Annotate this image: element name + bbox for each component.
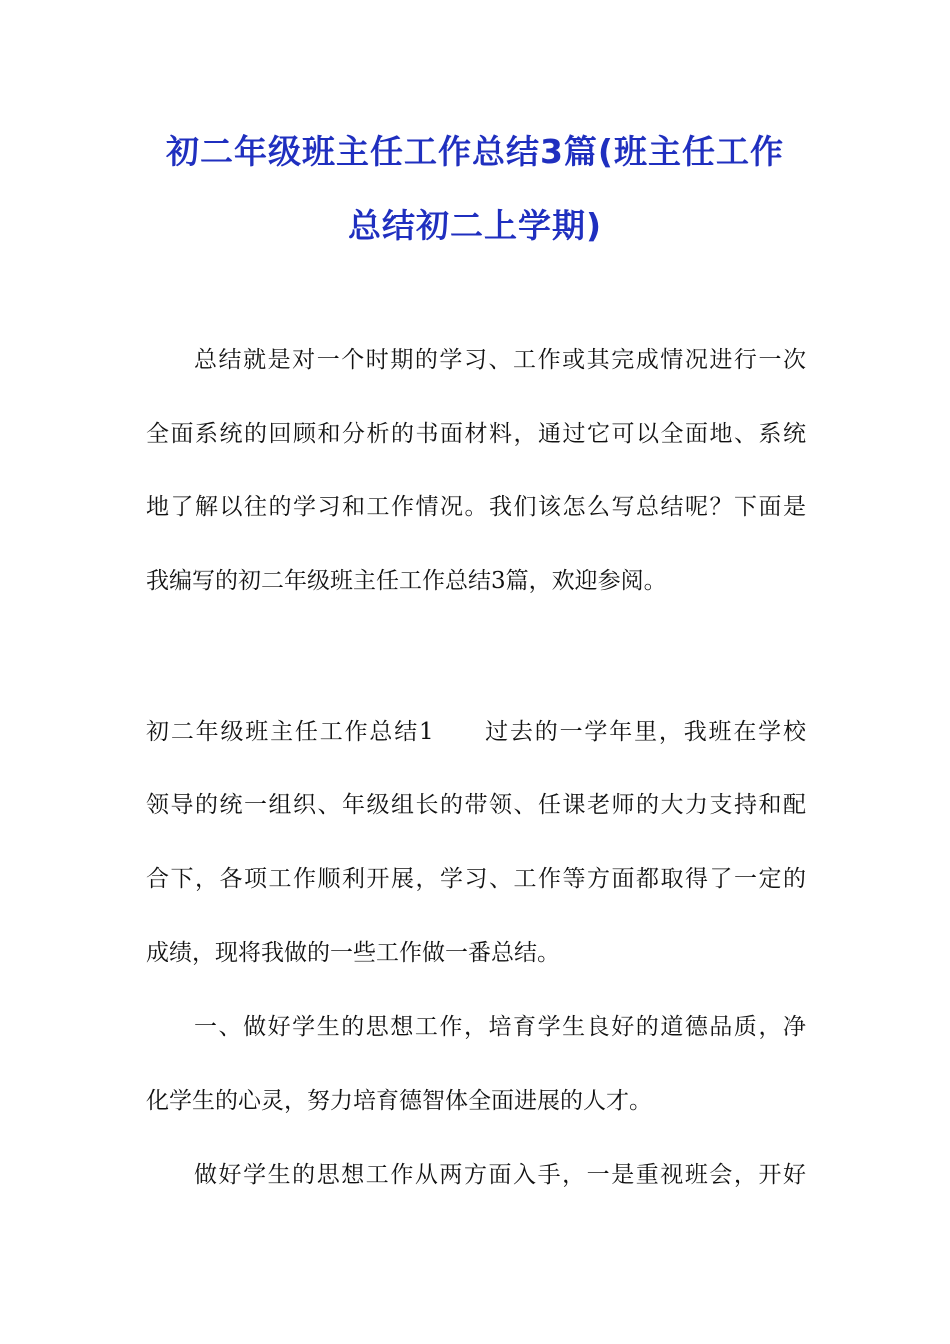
- paragraph-line: 全面系统的回顾和分析的书面材料，通过它可以全面地、系统: [146, 421, 806, 447]
- paragraph-line: 成绩，现将我做的一些工作做一番总结。: [146, 940, 560, 966]
- paragraph-line: 领导的统一组织、年级组长的带领、任课老师的大力支持和配: [146, 792, 806, 818]
- paragraph-line: 化学生的心灵，努力培育德智体全面进展的人才。: [146, 1088, 652, 1114]
- paragraph-line: 地了解以往的学习和工作情况。我们该怎么写总结呢？下面是: [146, 494, 806, 520]
- paragraph-line: 合下，各项工作顺利开展，学习、工作等方面都取得了一定的: [146, 866, 806, 892]
- section-heading-line: 初二年级班主任工作总结1 过去的一学年里，我班在学校: [146, 719, 806, 745]
- paragraph-line: 做好学生的思想工作从两方面入手，一是重视班会，开好: [194, 1162, 806, 1188]
- document-title-line-2: 总结初二上学期): [347, 206, 603, 245]
- document-title-line-1: 初二年级班主任工作总结3篇(班主任工作: [165, 132, 785, 171]
- paragraph-line: 我编写的初二年级班主任工作总结3篇，欢迎参阅。: [146, 568, 667, 594]
- paragraph-line: 一、做好学生的思想工作，培育学生良好的道德品质，净: [194, 1014, 806, 1040]
- paragraph-line: 总结就是对一个时期的学习、工作或其完成情况进行一次: [194, 347, 806, 373]
